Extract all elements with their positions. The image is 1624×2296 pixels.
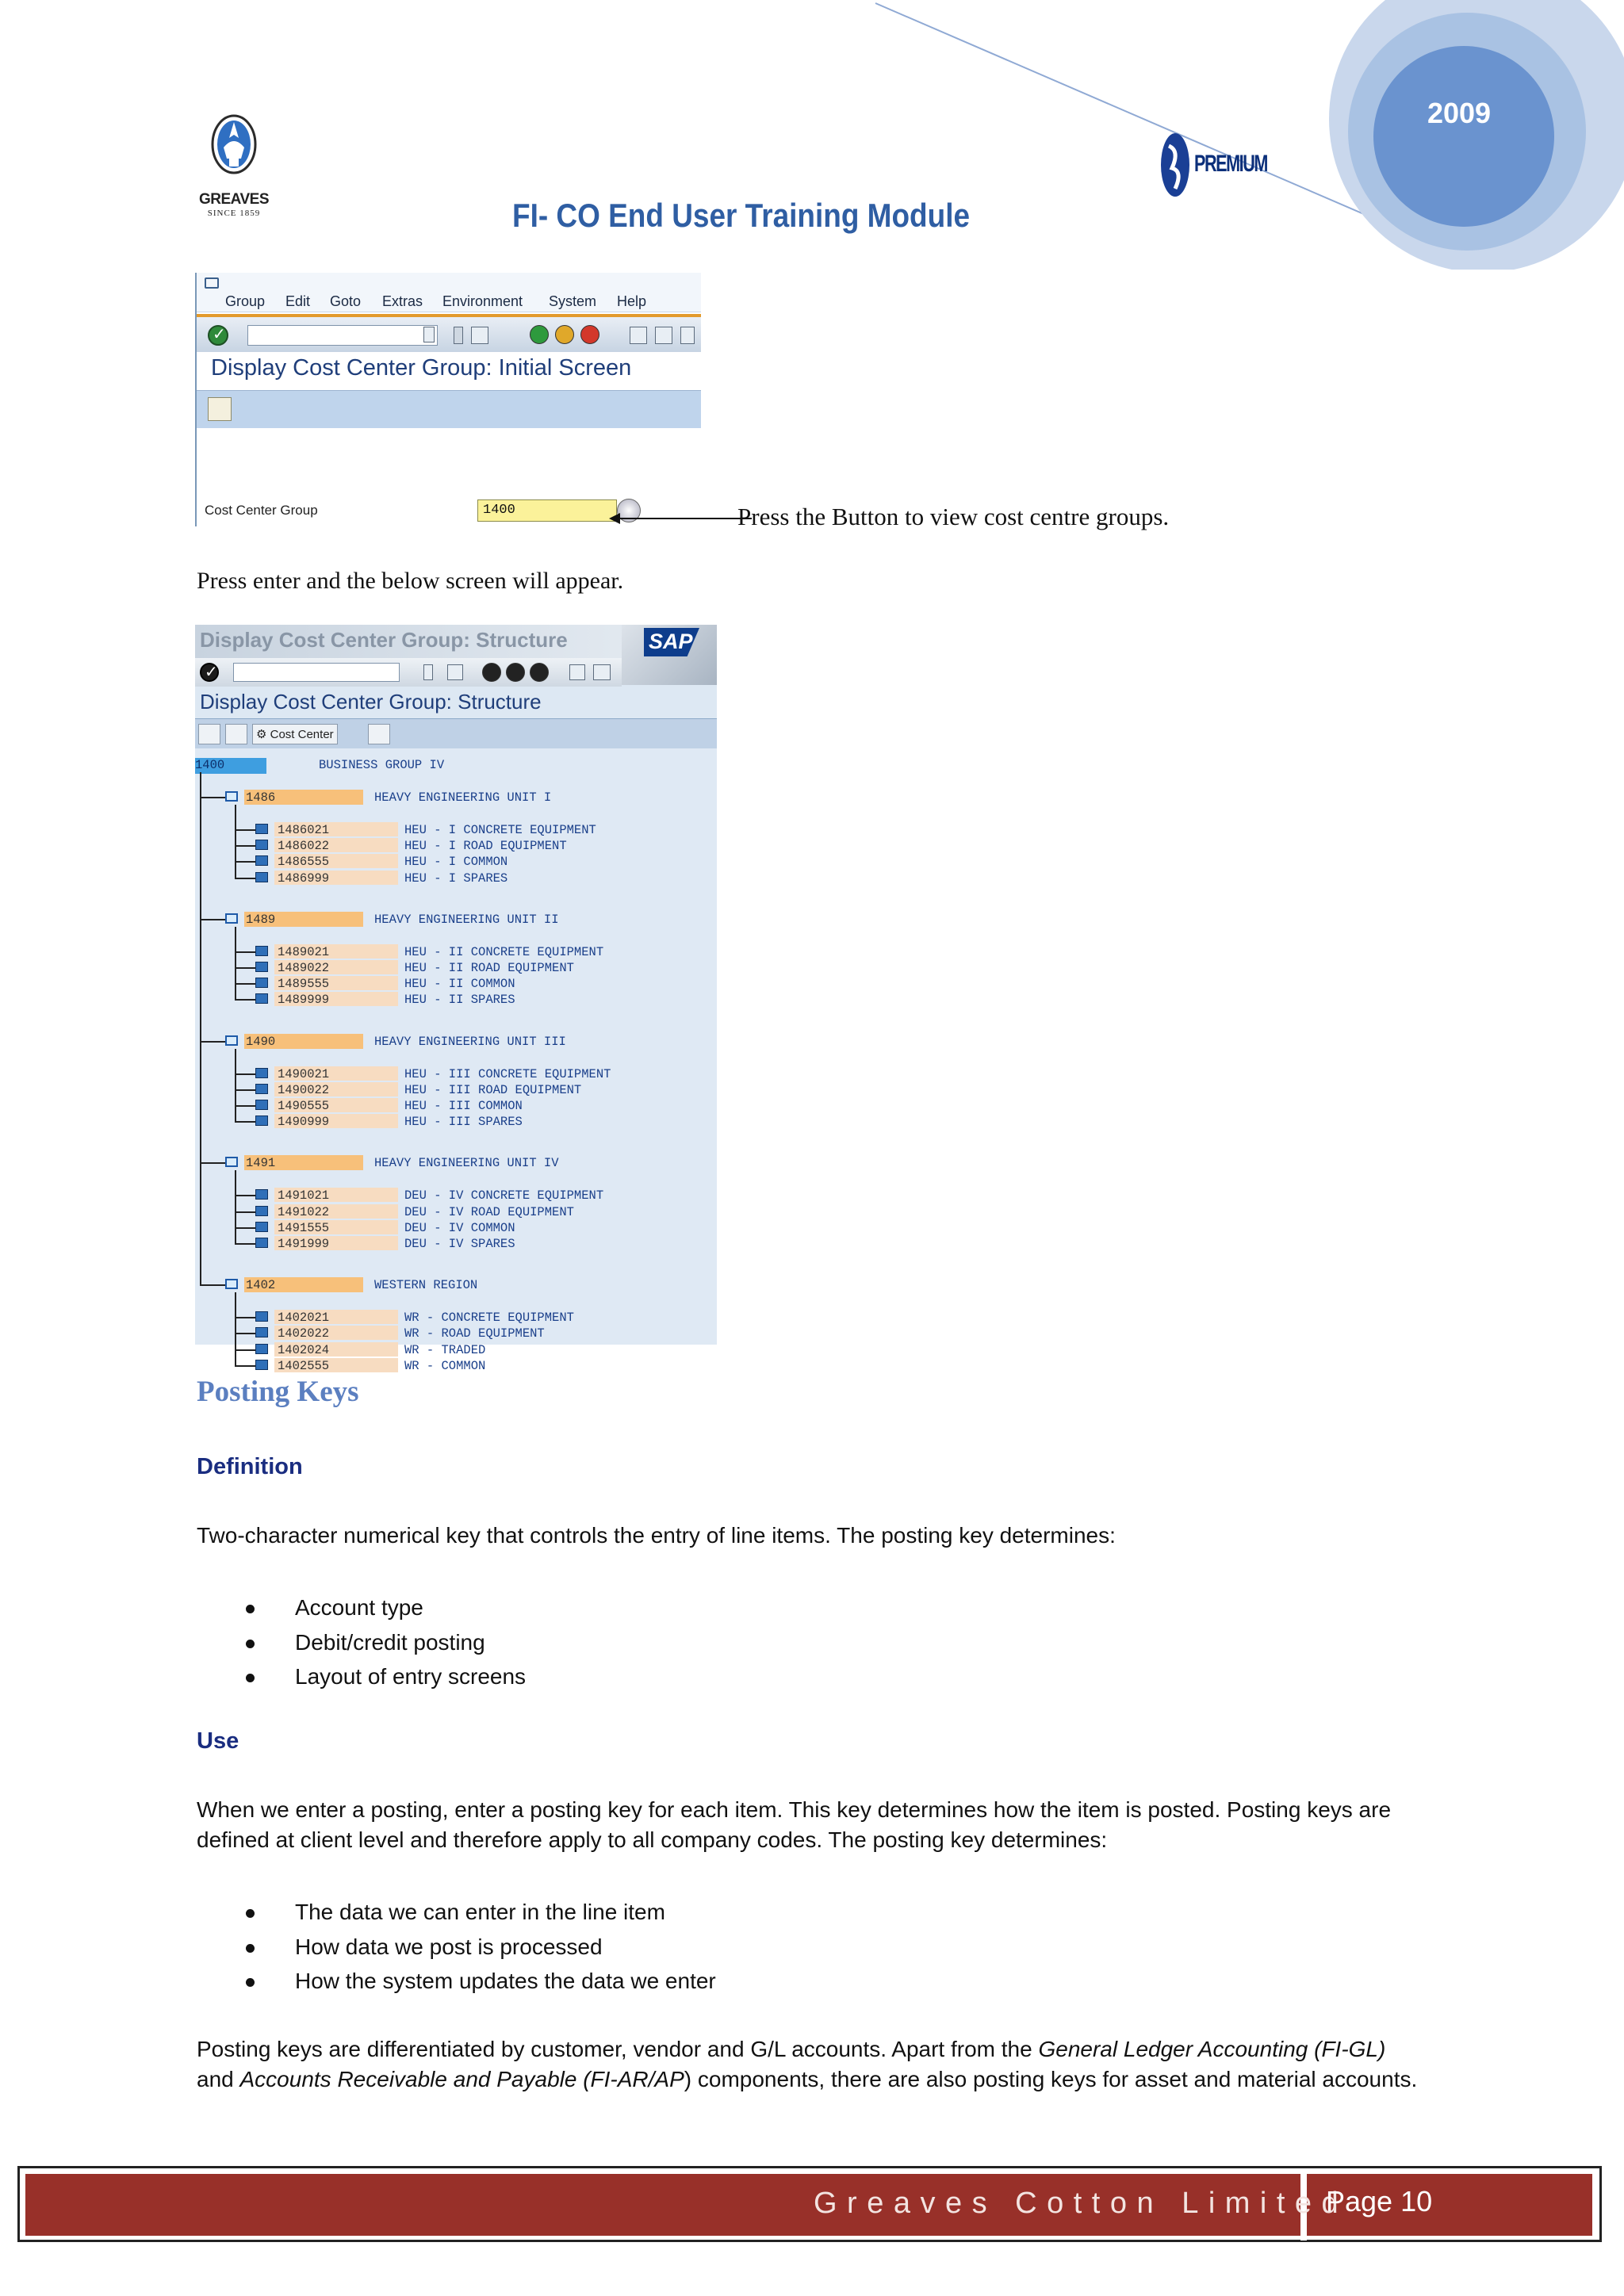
tree-vertical-line [235, 1292, 236, 1366]
window-title: Display Cost Center Group: Structure [200, 628, 568, 652]
window-menu-icon[interactable] [205, 277, 219, 289]
sap-initial-screen [195, 273, 699, 526]
document-title: FI- CO End User Training Module [512, 197, 971, 234]
cost-center-icon[interactable] [255, 978, 268, 988]
closing-text-1: Posting keys are differentiated by customer, vendor and G/L accounts. Apart from the [197, 2037, 1039, 2061]
cost-center-icon[interactable] [255, 1189, 268, 1200]
command-dropdown-icon[interactable] [423, 327, 435, 342]
tree-root-line [200, 772, 201, 1285]
cost-center-label: DEU - IV SPARES [404, 1237, 515, 1251]
tree-leaf-line [235, 951, 257, 953]
list-item: The data we can enter in the line item [246, 1895, 716, 1930]
sap-logo [622, 625, 717, 685]
cost-center-label: HEU - II SPARES [404, 993, 515, 1008]
sap-logo-text: SAP [649, 629, 693, 653]
cost-center-label: HEU - I ROAD EQUIPMENT [404, 839, 567, 854]
tree-leaf-line [235, 1105, 257, 1107]
cost-center-label: HEU - II COMMON [404, 977, 515, 992]
cost-center-label: HEU - III COMMON [404, 1099, 523, 1113]
group-node-label: HEAVY ENGINEERING UNIT I [374, 790, 552, 805]
cancel-icon[interactable] [580, 325, 599, 344]
cost-center-id[interactable]: 1402021 [278, 1311, 330, 1326]
cost-center-id[interactable]: 1491555 [278, 1220, 330, 1235]
command-field-2[interactable] [233, 663, 400, 682]
cost-center-icon[interactable] [255, 1100, 268, 1110]
cost-center-icon[interactable] [255, 1084, 268, 1094]
cost-center-icon[interactable] [255, 1327, 268, 1337]
expand-icon[interactable] [198, 724, 220, 744]
cost-center-icon[interactable] [255, 993, 268, 1004]
group-node-id[interactable]: 1490 [246, 1034, 276, 1049]
cost-center-label: HEU - I COMMON [404, 855, 508, 870]
cost-center-label: DEU - IV COMMON [404, 1220, 515, 1235]
cost-center-icon[interactable] [255, 1360, 268, 1370]
tree-leaf-line [235, 967, 257, 969]
find-next-icon[interactable] [680, 327, 695, 344]
cost-center-icon[interactable] [255, 962, 268, 972]
section-title: Posting Keys [197, 1376, 359, 1408]
cost-center-id[interactable]: 1489999 [278, 993, 330, 1008]
cost-center-id[interactable]: 1491021 [278, 1188, 330, 1203]
group-node-label: HEAVY ENGINEERING UNIT III [374, 1034, 566, 1049]
cost-center-label: HEU - II ROAD EQUIPMENT [404, 961, 574, 975]
menu-system[interactable]: System [549, 293, 597, 309]
cost-center-button[interactable] [252, 724, 338, 744]
find-icon[interactable] [655, 327, 672, 344]
save-icon-2[interactable] [447, 664, 463, 680]
cost-center-id[interactable]: 1491999 [278, 1237, 330, 1251]
cost-center-icon[interactable] [255, 1206, 268, 1216]
definition-text: Two-character numerical key that controls the entry of line items. The posting key determines: [197, 1523, 1116, 1548]
closing-paragraph [197, 2034, 1434, 2095]
cost-center-label: HEU - I CONCRETE EQUIPMENT [404, 823, 596, 837]
hierarchy-icon[interactable] [208, 397, 232, 421]
cost-center-label: WR - ROAD EQUIPMENT [404, 1326, 545, 1341]
tree-vertical-line [235, 927, 236, 1001]
back-icon[interactable] [530, 325, 549, 344]
tree-leaf-line [235, 861, 257, 863]
closing-line2 [197, 2064, 1434, 2095]
exit-icon-2[interactable] [506, 663, 525, 682]
cost-center-id[interactable]: 1486555 [278, 855, 330, 870]
tree-vertical-line [235, 1049, 236, 1123]
menu-environment[interactable]: Environment [442, 293, 523, 309]
hierarchy-toggle-icon[interactable] [368, 724, 390, 744]
list-item: Layout of entry screens [246, 1659, 526, 1694]
tree-leaf-line [235, 1211, 257, 1213]
list-item: How data we post is processed [246, 1930, 716, 1965]
cost-center-id[interactable]: 1486022 [278, 839, 330, 854]
cost-center-group-label: Cost Center Group [205, 503, 318, 518]
tree-leaf-line [235, 1317, 257, 1318]
print-icon[interactable] [630, 327, 647, 344]
cost-center-label: WR - CONCRETE EQUIPMENT [404, 1311, 574, 1326]
use-text-line2: defined at client level and therefore apply to all company codes. The posting key determines: [197, 1827, 1108, 1852]
cost-center-id[interactable]: 1489021 [278, 944, 330, 959]
year-badge: 2009 [1427, 97, 1492, 129]
closing-text-3: ) components, there are also posting keys for asset and material accounts. [684, 2067, 1418, 2091]
tree-leaf-line [235, 1333, 257, 1334]
premium-logo-text: PREMIUM [1194, 151, 1267, 177]
menu-extras[interactable]: Extras [382, 293, 423, 309]
cost-center-id[interactable]: 1491022 [278, 1204, 330, 1219]
standard-toolbar-2 [195, 658, 622, 687]
tree-branch-line [200, 1041, 227, 1043]
cost-center-id[interactable]: 1402022 [278, 1326, 330, 1341]
footer-company-name: Greaves Cotton Limited [814, 2187, 1349, 2220]
cost-center-id[interactable]: 1489555 [278, 977, 330, 992]
root-node-id[interactable]: 1400 [195, 758, 225, 772]
cost-center-id[interactable]: 1490999 [278, 1115, 330, 1130]
cost-center-icon[interactable] [255, 1311, 268, 1322]
back-arrow-icon[interactable] [454, 327, 463, 344]
list-item: Account type [246, 1590, 526, 1625]
closing-text-2: and [197, 2067, 240, 2091]
intro-text: Press enter and the below screen will appear. [197, 568, 624, 594]
cost-center-icon[interactable] [255, 840, 268, 850]
menu-bar [197, 273, 701, 312]
sap-structure-screen [195, 625, 717, 1373]
footer-page-number: Page 10 [1326, 2185, 1433, 2218]
cost-center-label: DEU - IV ROAD EQUIPMENT [404, 1204, 574, 1219]
cost-center-label: HEU - II CONCRETE EQUIPMENT [404, 944, 604, 959]
definition-bullet-list [246, 1590, 526, 1694]
tree-leaf-line [235, 1227, 257, 1229]
cost-center-label: HEU - III ROAD EQUIPMENT [404, 1082, 582, 1097]
greaves-emblem-icon [206, 111, 262, 187]
menu-goto[interactable]: Goto [330, 293, 362, 309]
folder-icon[interactable] [225, 1157, 238, 1167]
tree-leaf-line [235, 983, 257, 985]
tree-leaf-line [235, 845, 257, 847]
folder-icon[interactable] [225, 1279, 238, 1289]
back-arrow-icon-2[interactable] [423, 664, 433, 680]
tree-leaf-line [235, 1089, 257, 1091]
cost-center-icon[interactable] [255, 1344, 268, 1354]
cancel-icon-2[interactable] [530, 663, 549, 682]
standard-toolbar [197, 314, 701, 352]
application-toolbar [197, 390, 701, 428]
cost-center-label: WR - TRADED [404, 1342, 486, 1357]
use-bullet-list [246, 1895, 716, 1999]
premium-logo [1156, 127, 1267, 203]
command-field[interactable] [247, 325, 438, 346]
tree-branch-line [200, 1162, 227, 1164]
cost-center-id[interactable]: 1402555 [278, 1358, 330, 1373]
tree-vertical-line [235, 1170, 236, 1244]
cost-center-id[interactable]: 1490555 [278, 1099, 330, 1113]
greaves-logo-text: GREAVES [198, 191, 269, 208]
tree-leaf-line [235, 829, 257, 831]
closing-italic-1: General Ledger Accounting (FI-GL) [1038, 2037, 1386, 2061]
cost-center-icon[interactable] [255, 1068, 268, 1078]
tree-branch-line [200, 797, 227, 798]
tree-leaf-line [235, 999, 257, 1001]
cost-center-label: WR - COMMON [404, 1358, 486, 1373]
tree-leaf-line [235, 1365, 257, 1367]
greaves-logo [193, 111, 274, 218]
cost-center-icon[interactable] [255, 1222, 268, 1232]
use-text-line1: When we enter a posting, enter a posting key for each item. This key determines how the item is posted. Posting keys are [197, 1797, 1392, 1822]
exit-icon[interactable] [555, 325, 574, 344]
cost-center-button-icon: ⚙ [256, 728, 270, 741]
enter-icon[interactable] [208, 325, 228, 346]
tree-leaf-line [235, 1243, 257, 1245]
group-node-id[interactable]: 1491 [246, 1156, 276, 1171]
tree-leaf-line [235, 1195, 257, 1196]
cost-center-id[interactable]: 1402024 [278, 1342, 330, 1357]
tree-leaf-line [235, 1121, 257, 1123]
group-node-label: HEAVY ENGINEERING UNIT IV [374, 1156, 559, 1171]
find-icon-2[interactable] [593, 664, 611, 680]
folder-icon[interactable] [225, 791, 238, 802]
back-icon-2[interactable] [482, 663, 501, 682]
cost-center-label: HEU - III CONCRETE EQUIPMENT [404, 1066, 611, 1081]
folder-icon[interactable] [225, 913, 238, 924]
cost-center-id[interactable]: 1486021 [278, 823, 330, 837]
cost-center-button-label: Cost Center [270, 728, 334, 741]
premium-emblem-icon [1156, 127, 1194, 203]
callout-arrow-icon [609, 512, 752, 525]
screen-title: Display Cost Center Group: Initial Screen [211, 355, 632, 381]
cost-center-icon[interactable] [255, 855, 268, 866]
group-node-id[interactable]: 1489 [246, 912, 276, 927]
menu-edit[interactable]: Edit [285, 293, 311, 309]
cost-center-label: HEU - I SPARES [404, 871, 508, 886]
tree-leaf-line [235, 1073, 257, 1075]
cost-center-label: HEU - III SPARES [404, 1115, 523, 1130]
group-node-id[interactable]: 1486 [246, 790, 276, 805]
closing-line1 [197, 2034, 1434, 2064]
folder-icon[interactable] [225, 1035, 238, 1046]
use-text [197, 1795, 1434, 1855]
cost-center-icon[interactable] [255, 824, 268, 834]
tree-branch-line [200, 1284, 227, 1286]
print-icon-2[interactable] [569, 664, 585, 680]
root-node-label: BUSINESS GROUP IV [319, 758, 445, 772]
collapse-icon[interactable] [225, 724, 247, 744]
enter-icon-2[interactable] [200, 663, 219, 682]
list-item: How the system updates the data we enter [246, 1964, 716, 1999]
use-heading: Use [197, 1728, 239, 1754]
save-icon[interactable] [471, 327, 488, 344]
cost-center-icon[interactable] [255, 872, 268, 882]
cost-center-icon[interactable] [255, 1238, 268, 1248]
cost-center-id[interactable]: 1489022 [278, 961, 330, 975]
tree-leaf-line [235, 878, 257, 879]
tree-branch-line [200, 919, 227, 920]
list-item: Debit/credit posting [246, 1625, 526, 1660]
closing-italic-2: Accounts Receivable and Payable (FI-AR/AP [239, 2067, 684, 2091]
callout-text: Press the Button to view cost centre groups. [737, 503, 1170, 530]
group-node-id[interactable]: 1402 [246, 1278, 276, 1293]
cost-center-tree [195, 748, 717, 1373]
structure-app-toolbar [195, 718, 717, 748]
tree-leaf-line [235, 1349, 257, 1351]
cost-center-icon[interactable] [255, 946, 268, 956]
group-node-label: WESTERN REGION [374, 1278, 478, 1293]
cost-center-id[interactable]: 1486999 [278, 871, 330, 886]
tree-vertical-line [235, 805, 236, 878]
cost-center-id[interactable]: 1490022 [278, 1082, 330, 1097]
cost-center-label: DEU - IV CONCRETE EQUIPMENT [404, 1188, 604, 1203]
menu-group[interactable]: Group [225, 293, 266, 309]
menu-help[interactable]: Help [617, 293, 647, 309]
cost-center-icon[interactable] [255, 1115, 268, 1126]
group-node-label: HEAVY ENGINEERING UNIT II [374, 912, 559, 927]
definition-heading: Definition [197, 1454, 303, 1479]
cost-center-id[interactable]: 1490021 [278, 1066, 330, 1081]
cost-center-group-input[interactable]: 1400 [477, 499, 617, 522]
greaves-since-text: SINCE 1859 [207, 209, 261, 218]
structure-screen-title: Display Cost Center Group: Structure [200, 690, 542, 714]
